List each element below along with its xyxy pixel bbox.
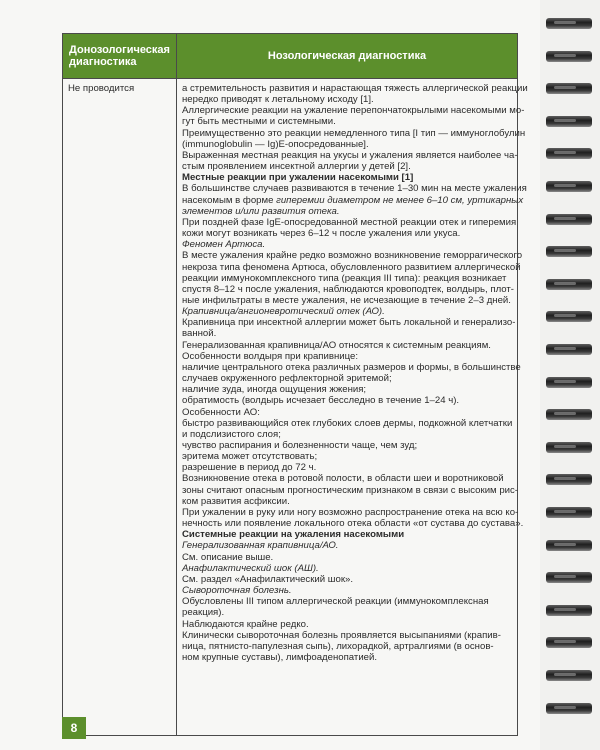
text-line [182, 261, 521, 273]
text-line [182, 105, 525, 117]
text-line [182, 652, 512, 663]
text-segment: Генерализованная крапивница/АО. [182, 540, 339, 552]
text-segment: зоны считают опасным прогностическим признаком в связи с высоким рис- [182, 484, 519, 496]
text-segment: гиперемии диаметром не менее 6–10 см, уртикарных [276, 194, 524, 206]
text-segment: нередко приводят к летальному исходу [1]. [182, 94, 374, 106]
text-line [182, 295, 512, 306]
text-line [182, 361, 521, 373]
table-row [63, 79, 518, 736]
binding-coil [546, 670, 592, 681]
text-line [182, 317, 516, 329]
text-segment: нечность или появление локального отека области «от сустава до сустава». [182, 518, 524, 530]
text-segment: Феномен Артюса. [182, 239, 266, 251]
text-segment: ком развития асфиксии. [182, 495, 290, 507]
text-segment: некроза типа феномена Артюса, обусловленного развитием аллергической [182, 261, 521, 273]
text-line [182, 149, 518, 161]
text-segment: Преимущественно это реакции немедленного типа [I тип — иммуноглобулин [182, 127, 526, 139]
text-line [182, 94, 512, 105]
binding-coil [546, 703, 592, 714]
binding-coil [546, 409, 592, 420]
text-segment: Анафилактический шок (АШ). [182, 562, 319, 574]
text-segment: В большинстве случаев развиваются в течение 1–30 мин на месте ужаления [182, 183, 527, 195]
text-line [182, 206, 512, 217]
text-segment: эритема может отсутствовать; [182, 451, 318, 463]
text-line [182, 328, 512, 339]
text-line [182, 440, 512, 451]
text-segment: насекомым в форме [182, 194, 274, 206]
text-line [182, 273, 512, 284]
binding-coil [546, 83, 592, 94]
text-line [182, 239, 512, 250]
binding-coil [546, 181, 592, 192]
text-line [182, 630, 512, 641]
nosological-cell [177, 79, 528, 736]
text-line [182, 161, 512, 172]
text-line [182, 418, 512, 429]
text-segment: При поздней фазе IgE-опосредованной местной реакции отек и гиперемия [182, 216, 517, 228]
text-segment: чувство распирания и болезненности чаще, чем зуд; [182, 440, 418, 451]
text-line [182, 574, 512, 585]
text-line [182, 596, 512, 607]
text-line [182, 484, 519, 496]
text-segment: Выраженная местная реакция на укусы и ужаления является наиболее ча- [182, 149, 518, 161]
binding-coil [546, 18, 592, 29]
text-segment: ница, пятнисто-папулезная сыпь), лихорадкой, артралгиями (в основ- [182, 640, 494, 652]
text-lines [182, 83, 528, 663]
text-segment: Особенности АО: [182, 406, 260, 418]
text-segment: случаев окруженного рефлекторной эритемой; [182, 373, 392, 385]
text-segment: См. раздел «Анафилактический шок». [182, 573, 354, 585]
text-line [182, 139, 512, 150]
text-line [182, 619, 512, 630]
text-segment: стым проявлением инсектной аллергии у детей [2]. [182, 161, 411, 173]
text-segment: Сывороточная болезнь. [182, 585, 292, 597]
text-line [182, 451, 512, 462]
text-line [182, 384, 512, 395]
spiral-binding [540, 0, 600, 750]
text-segment: Крапивница при инсектной аллергии может быть локальной и генерализо- [182, 317, 516, 329]
binding-coil [546, 51, 592, 62]
prenosological-cell: Не проводится [63, 79, 177, 736]
text-segment: Особенности волдыря при крапивнице: [182, 350, 358, 362]
text-segment: ном крупные суставы), лимфоаденопатией. [182, 651, 378, 663]
text-line [182, 552, 512, 563]
text-segment: обратимость (волдырь исчезает бесследно в течение 1–24 ч). [182, 395, 460, 407]
text-line [182, 563, 512, 574]
text-segment: быстро развивающийся отек глубоких слоев дермы, подкожной клетчатки [182, 417, 513, 429]
binding-coil [546, 246, 592, 257]
text-segment: ванной. [182, 328, 217, 340]
text-segment: наличие центрального отека различных размеров и формы, в большинстве [182, 361, 521, 373]
text-line [182, 228, 512, 239]
text-segment: Клинически сывороточная болезнь проявляется высыпаниями (крапив- [182, 629, 501, 641]
text-line [182, 127, 526, 139]
binding-coil [546, 148, 592, 159]
binding-coil [546, 540, 592, 551]
text-segment: Генерализованная крапивница/АО относятся к системным реакциям. [182, 339, 491, 351]
text-segment: реакция). [182, 607, 225, 619]
text-line [182, 429, 512, 440]
text-line [182, 216, 517, 228]
text-line [182, 116, 512, 127]
text-line [182, 473, 512, 484]
text-line [182, 462, 512, 473]
text-line [182, 183, 527, 195]
text-segment: В месте ужаления крайне редко возможно возникновение геморрагического [182, 250, 523, 262]
text-segment: Возникновение отека в ротовой полости, в области шеи и воротниковой [182, 473, 504, 485]
text-line [182, 585, 512, 596]
header-nosological: Нозологическая диагностика [177, 34, 518, 79]
text-segment: ные инфильтраты в месте ужаления, не исчезающие в течение 2–3 дней. [182, 294, 511, 306]
text-segment: разрешение в период до 72 ч. [182, 462, 317, 474]
binding-coil [546, 572, 592, 583]
binding-coil [546, 279, 592, 290]
text-segment: (immunoglobulin — Ig)E-опосредованные]. [182, 138, 369, 150]
text-segment: При ужалении в руку или ногу возможно распространение отека на всю ко- [182, 506, 519, 518]
text-line [182, 172, 512, 183]
diagnostics-table [62, 33, 528, 736]
text-segment: Местные реакции при ужалении насекомыми [1] [182, 172, 414, 184]
text-line [182, 194, 524, 206]
binding-coil [546, 116, 592, 127]
text-line [182, 250, 523, 262]
text-line [182, 373, 512, 384]
binding-coil [546, 311, 592, 322]
text-segment: кожи могут возникать через 6–12 ч после ужаления или укуса. [182, 228, 461, 240]
binding-coil [546, 344, 592, 355]
text-line [182, 607, 512, 618]
text-line [182, 529, 512, 540]
binding-coil [546, 637, 592, 648]
text-segment: Обусловлены III типом аллергической реакции (иммунокомплексная [182, 596, 489, 608]
text-segment: наличие зуда, иногда ощущения жжения; [182, 384, 367, 396]
text-line [182, 351, 512, 362]
text-segment: и подслизистого слоя; [182, 428, 281, 440]
binding-coil [546, 442, 592, 453]
text-line [182, 506, 519, 518]
text-segment: гут быть местными и системными. [182, 116, 336, 128]
text-line [182, 496, 512, 507]
text-line [182, 306, 512, 317]
header-prenosological: Донозологическая диагностика [63, 34, 177, 79]
binding-coil [546, 605, 592, 616]
table-header-row [63, 34, 518, 79]
binding-coil [546, 507, 592, 518]
text-segment: Системные реакции на ужаления насекомыми [182, 529, 405, 541]
text-line [182, 284, 512, 295]
page-number: 8 [62, 717, 86, 739]
text-segment: См. описание выше. [182, 551, 274, 563]
text-line [182, 641, 512, 652]
text-segment: элементов и/или развития отека. [182, 205, 340, 217]
text-segment: Наблюдаются крайне редко. [182, 618, 309, 630]
text-line [182, 407, 512, 418]
binding-coil [546, 474, 592, 485]
text-segment: Аллергические реакции на ужаление перепончатокрылыми насекомыми мо- [182, 105, 525, 117]
text-line [182, 83, 528, 94]
text-segment: спустя 8–12 ч после ужаления, наблюдаются кровоподтек, волдырь, плот- [182, 283, 514, 295]
text-line [182, 395, 512, 406]
binding-coil [546, 214, 592, 225]
text-line [182, 340, 512, 351]
text-line [182, 518, 524, 530]
binding-coil [546, 377, 592, 388]
text-segment: а стремительность развития и нарастающая тяжесть аллергической реакции [182, 83, 528, 94]
text-segment: реакции иммунокомплексного типа (реакция III типа): реакция возникает [182, 272, 507, 284]
text-segment: Крапивница/ангионевротический отек (АО). [182, 306, 385, 318]
text-line [182, 540, 512, 551]
